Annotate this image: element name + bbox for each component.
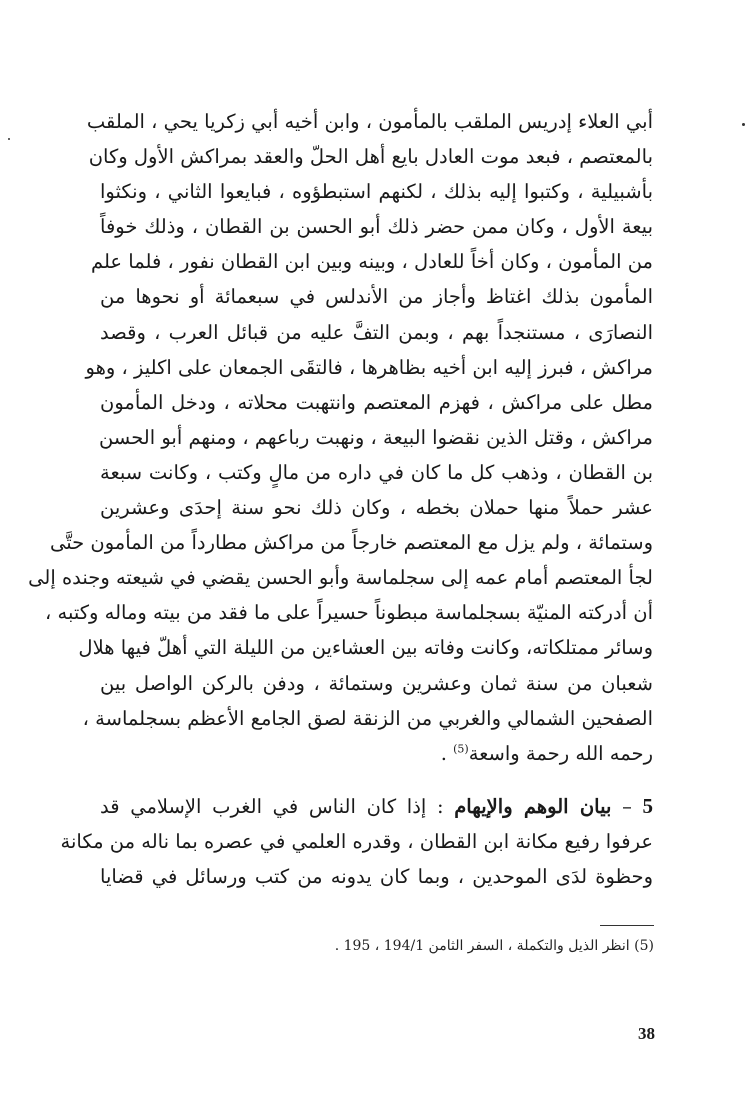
paragraph-line: بأشبيلية ، وكتبوا إليه بذلك ، لكنهم استبطؤوه ، فبايعوا الثاني ، ونكثوا	[100, 180, 653, 204]
paragraph-line: مراكش ، فبرز إليه ابن أخيه بظاهرها ، فالتقَى الجمعان على اكليز ، وهو	[85, 355, 653, 379]
paragraph-last-line	[100, 736, 653, 771]
section-5	[60, 789, 654, 894]
section-dash: –	[611, 795, 643, 818]
paragraph-line: وسائر ممتلكاته، وكانت وفاته بين العشاءين من الليلة التي أهلّ فيها هلال	[78, 636, 653, 660]
section-number: 5	[642, 794, 654, 818]
margin-speck	[742, 123, 745, 126]
paragraph-line: مطل على مراكش ، فهزم المعتصم وانتهبت محلاته ، ودخل المأمون	[100, 390, 653, 414]
section-title: بيان الوهم والإيهام	[454, 795, 612, 818]
paragraph-end-punctuation: .	[440, 741, 454, 765]
footnote-divider	[600, 925, 654, 926]
paragraph-line: بيعة الأول ، وكان ممن حضر ذلك أبو الحسن بن القطان ، وذلك خوفاً	[100, 215, 653, 239]
paragraph-line: أبي العلاء إدريس الملقب بالمأمون ، وابن أخيه أبي زكريا يحي ، الملقب	[86, 110, 653, 133]
section-title-colon: :	[426, 795, 455, 818]
section-first-line-text: إذا كان الناس في الغرب الإسلامي قد	[100, 795, 427, 818]
paragraph-line: الصفحين الشمالي والغربي من الزنقة لصق الجامع الأعظم بسجلماسة ،	[82, 706, 653, 730]
paragraph-line: بن القطان ، وذهب كل ما كان في داره من مالٍ وكتب ، وكانت سبعة	[100, 460, 653, 484]
paragraph-line: عشر حملاً منها حملان بخطه ، وكان ذلك نحو سنة إحدَى وعشرين	[100, 496, 653, 520]
section-first-line	[100, 789, 653, 824]
paragraph-line: شعبان من سنة ثمان وعشرين وستمائة ، ودفن بالركن الواصل بين	[100, 671, 653, 695]
paragraph-line: المأمون بذلك اغتاظ وأجاز من الأندلس في سبعمائة أو نحوها من	[100, 285, 653, 309]
footnote: (5) انظر الذيل والتكملة ، السفر الثامن 194/1 ، 195 .	[334, 938, 654, 954]
page-number: 38	[638, 1024, 655, 1043]
paragraph-line: وستمائة ، ولم يزل مع المعتصم خارجاً من مراكش مطارداً من المأمون حتَّى	[50, 531, 653, 555]
paragraph-line: مراكش ، وقتل الذين نقضوا البيعة ، ونهبت رباعهم ، ومنهم أبو الحسن	[98, 425, 653, 449]
paragraph-line: أن أدركته المنيّة بسجلماسة مبطوناً حسيراً على ما فقد من بيته وماله وكتبه ،	[45, 601, 653, 625]
paragraph-line: لجأ المعتصم أمام عمه إلى سجلماسة وأبو الحسن يقضي في شيعته وجنده إلى	[28, 566, 653, 590]
paragraph-line: من المأمون ، وكان أخاً للعادل ، وبينه وبين ابن القطان نفور ، فلما علم	[91, 250, 653, 274]
paragraph-line: النصارَى ، مستنجداً بهم ، وبمن التفَّ عليه من قبائل العرب ، وقصد	[100, 320, 653, 344]
section-line: وحظوة لدَى الموحدين ، وبما كان يدونه من كتب ورسائل في قضايا	[100, 865, 653, 889]
paragraph-line: بالمعتصم ، فبعد موت العادل بايع أهل الحلّ والعقد بمراكش الأول وكان	[88, 145, 653, 169]
margin-speck	[8, 138, 10, 140]
footnote-reference: (5)	[453, 742, 469, 756]
main-paragraph	[28, 104, 653, 771]
paragraph-last-line-text: رحمه الله رحمة واسعة	[468, 741, 653, 765]
section-line: عرفوا رفيع مكانة ابن القطان ، وقدره العلمي في عصره بما ناله من مكانة	[60, 830, 653, 854]
